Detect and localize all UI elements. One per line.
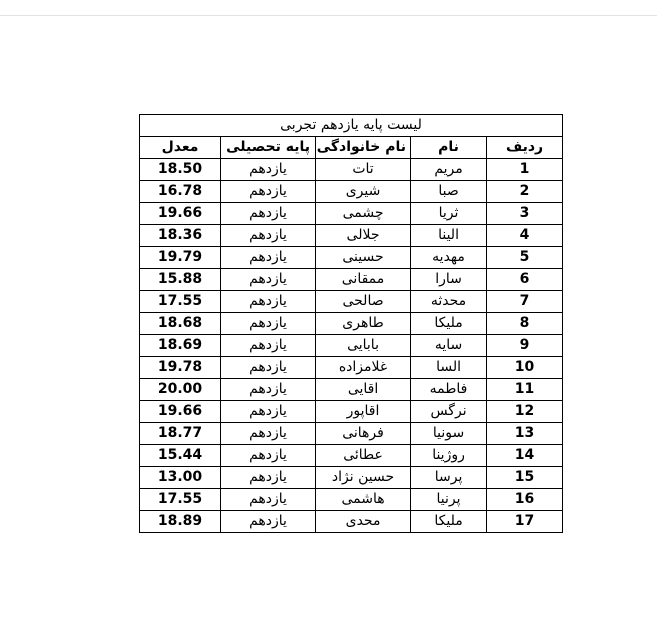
- cell-average: 15.88: [140, 269, 221, 291]
- top-divider: [0, 15, 657, 16]
- cell-name: مهدیه: [411, 247, 487, 269]
- cell-family-name: بابایی: [316, 335, 411, 357]
- cell-average: 20.00: [140, 379, 221, 401]
- cell-average: 19.78: [140, 357, 221, 379]
- cell-grade-level: یازدهم: [221, 335, 316, 357]
- table-row: [140, 313, 563, 335]
- cell-name: صبا: [411, 181, 487, 203]
- table-row: [140, 511, 563, 533]
- cell-average: 17.55: [140, 489, 221, 511]
- table-row: [140, 159, 563, 181]
- table-row: [140, 445, 563, 467]
- cell-name: ملیکا: [411, 511, 487, 533]
- cell-name: پرنیا: [411, 489, 487, 511]
- table-title: لیست پایه یازدهم تجربی: [140, 115, 563, 137]
- cell-average: 19.66: [140, 401, 221, 423]
- cell-average: 18.50: [140, 159, 221, 181]
- cell-family-name: غلامزاده: [316, 357, 411, 379]
- cell-family-name: چشمی: [316, 203, 411, 225]
- cell-row-number: 15: [487, 467, 563, 489]
- cell-grade-level: یازدهم: [221, 401, 316, 423]
- table-row: [140, 335, 563, 357]
- cell-row-number: 17: [487, 511, 563, 533]
- cell-row-number: 14: [487, 445, 563, 467]
- header-family-name: نام خانوادگی: [316, 137, 411, 159]
- cell-family-name: فرهانی: [316, 423, 411, 445]
- cell-row-number: 16: [487, 489, 563, 511]
- table-row: [140, 489, 563, 511]
- cell-row-number: 4: [487, 225, 563, 247]
- cell-family-name: صالحی: [316, 291, 411, 313]
- cell-name: سایه: [411, 335, 487, 357]
- cell-name: ملیکا: [411, 313, 487, 335]
- cell-name: محدثه: [411, 291, 487, 313]
- cell-name: نرگس: [411, 401, 487, 423]
- cell-family-name: شیری: [316, 181, 411, 203]
- cell-row-number: 5: [487, 247, 563, 269]
- cell-average: 16.78: [140, 181, 221, 203]
- header-average: معدل: [140, 137, 221, 159]
- table-row: [140, 379, 563, 401]
- cell-average: 18.68: [140, 313, 221, 335]
- cell-average: 19.79: [140, 247, 221, 269]
- cell-grade-level: یازدهم: [221, 467, 316, 489]
- cell-grade-level: یازدهم: [221, 203, 316, 225]
- header-row: [140, 137, 563, 159]
- cell-grade-level: یازدهم: [221, 225, 316, 247]
- cell-average: 18.36: [140, 225, 221, 247]
- cell-average: 18.69: [140, 335, 221, 357]
- cell-name: سونیا: [411, 423, 487, 445]
- cell-row-number: 13: [487, 423, 563, 445]
- cell-family-name: ممقانی: [316, 269, 411, 291]
- cell-grade-level: یازدهم: [221, 181, 316, 203]
- cell-grade-level: یازدهم: [221, 489, 316, 511]
- cell-name: پرسا: [411, 467, 487, 489]
- cell-grade-level: یازدهم: [221, 423, 316, 445]
- table-row: [140, 423, 563, 445]
- cell-name: روژینا: [411, 445, 487, 467]
- cell-family-name: هاشمی: [316, 489, 411, 511]
- cell-grade-level: یازدهم: [221, 269, 316, 291]
- table-body: [140, 159, 563, 533]
- cell-family-name: محدی: [316, 511, 411, 533]
- table-row: [140, 225, 563, 247]
- cell-row-number: 2: [487, 181, 563, 203]
- cell-average: 17.55: [140, 291, 221, 313]
- cell-grade-level: یازدهم: [221, 357, 316, 379]
- header-row-number: ردیف: [487, 137, 563, 159]
- cell-grade-level: یازدهم: [221, 445, 316, 467]
- cell-grade-level: یازدهم: [221, 313, 316, 335]
- table-row: [140, 203, 563, 225]
- cell-grade-level: یازدهم: [221, 291, 316, 313]
- cell-name: سارا: [411, 269, 487, 291]
- cell-name: السا: [411, 357, 487, 379]
- header-grade-level: پایه تحصیلی: [221, 137, 316, 159]
- table-row: [140, 247, 563, 269]
- cell-row-number: 6: [487, 269, 563, 291]
- table-row: [140, 357, 563, 379]
- cell-row-number: 11: [487, 379, 563, 401]
- cell-family-name: حسین نژاد: [316, 467, 411, 489]
- cell-family-name: عطائی: [316, 445, 411, 467]
- cell-grade-level: یازدهم: [221, 511, 316, 533]
- cell-row-number: 1: [487, 159, 563, 181]
- student-list-table: [139, 114, 563, 533]
- cell-row-number: 3: [487, 203, 563, 225]
- cell-family-name: اقاپور: [316, 401, 411, 423]
- cell-family-name: تات: [316, 159, 411, 181]
- table-row: [140, 291, 563, 313]
- cell-family-name: حسینی: [316, 247, 411, 269]
- cell-average: 19.66: [140, 203, 221, 225]
- cell-name: فاطمه: [411, 379, 487, 401]
- cell-family-name: اقایی: [316, 379, 411, 401]
- table-row: [140, 181, 563, 203]
- cell-name: ثریا: [411, 203, 487, 225]
- cell-row-number: 9: [487, 335, 563, 357]
- cell-name: الینا: [411, 225, 487, 247]
- cell-family-name: طاهری: [316, 313, 411, 335]
- cell-row-number: 8: [487, 313, 563, 335]
- cell-average: 18.89: [140, 511, 221, 533]
- title-row: [140, 115, 563, 137]
- cell-grade-level: یازدهم: [221, 159, 316, 181]
- cell-name: مریم: [411, 159, 487, 181]
- cell-family-name: جلالی: [316, 225, 411, 247]
- table-row: [140, 401, 563, 423]
- cell-row-number: 7: [487, 291, 563, 313]
- cell-grade-level: یازدهم: [221, 379, 316, 401]
- cell-grade-level: یازدهم: [221, 247, 316, 269]
- cell-average: 18.77: [140, 423, 221, 445]
- cell-row-number: 12: [487, 401, 563, 423]
- cell-average: 15.44: [140, 445, 221, 467]
- table-row: [140, 269, 563, 291]
- cell-row-number: 10: [487, 357, 563, 379]
- table-row: [140, 467, 563, 489]
- cell-average: 13.00: [140, 467, 221, 489]
- header-name: نام: [411, 137, 487, 159]
